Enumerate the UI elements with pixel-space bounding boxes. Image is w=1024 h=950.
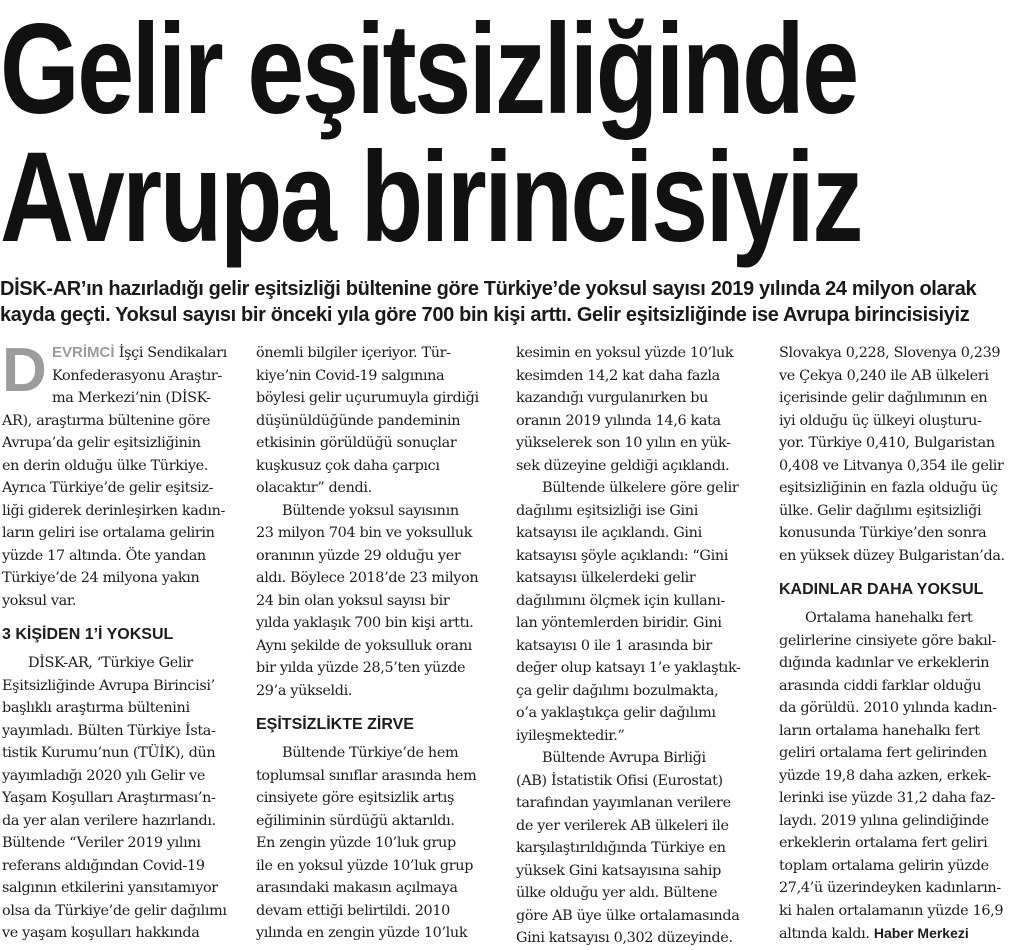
text-line: ülke. Gelir dağılımı eşitsizliği xyxy=(779,502,982,519)
text-line: da yer alan verilere hazırlandı. xyxy=(2,812,216,829)
text-line: yüzde 19,8 daha azken, erkek- xyxy=(779,767,991,784)
text-line: düşünüldüğünde pandeminin xyxy=(256,412,461,429)
text-line: dağılımı eşitsizliği ise Gini xyxy=(516,502,698,519)
text-line: o’a yaklaştıkça gelir dağılımı xyxy=(516,705,716,721)
dropcap-block xyxy=(2,336,48,405)
text-line: Bültende ülkelere göre gelir xyxy=(542,480,739,496)
text-line: ile en yoksul yüzde 10’luk grup xyxy=(256,857,474,874)
text-line: Gini katsayısı 0,302 düzeyinde. xyxy=(516,930,733,946)
text-line: arasındaki makasın açılmaya xyxy=(256,880,458,896)
text-line: yılda yaklaşık 700 bin kişi arttı. xyxy=(256,615,474,631)
text-line: katsayısı ile açıklandı. Gini xyxy=(516,525,702,541)
article-column-3 xyxy=(516,342,760,946)
text-line: yayımladı. Bülten Türkiye İsta- xyxy=(2,722,216,739)
text-line: DİSK-AR, ‘Türkiye Gelir xyxy=(28,655,193,671)
text-line: Ayrıca Türkiye’de gelir eşitsiz- xyxy=(2,480,214,496)
text-line: AR), araştırma bültenine göre xyxy=(2,412,211,429)
text-line: göre AB üye ülke ortalamasında xyxy=(516,907,740,924)
text-line: aldı. Böylece 2018’de 23 milyon xyxy=(256,570,479,586)
text-line: eşitsizliğinin en fazla olduğu üç xyxy=(779,480,998,496)
text-line: katsayısı 0 ile 1 arasında bir xyxy=(516,637,712,654)
text-line: cinsiyete göre eşitsizlik artış xyxy=(256,790,455,806)
text-line: yılında en zengin yüzde 10’luk xyxy=(256,925,468,941)
text-line: ülke olduğu yer aldı. Bültene xyxy=(516,885,718,901)
text-line: başlıklı araştırma bültenini xyxy=(2,700,190,716)
text-line: kiye’nin Covid-19 salgınına xyxy=(256,367,445,384)
text-line: arasında ciddi farklar olduğu xyxy=(779,677,982,694)
text-line: ve yaşam koşulları hakkında xyxy=(2,925,200,941)
article-column-2 xyxy=(256,342,500,941)
text-line: salgının etkilerini yansıtamıyor xyxy=(2,880,218,896)
text-line: yüzde 17 altında. Öte yandan xyxy=(2,547,206,564)
text-line: devam ettiği belirtildi. 2010 xyxy=(256,902,450,919)
text-line: 23 milyon 704 bin ve yoksulluk xyxy=(256,525,473,541)
lead-paragraph xyxy=(0,276,1024,328)
text-line: karşılaştırıldığında Türkiye en xyxy=(516,840,726,856)
text-line: toplam ortalama gelirin yüzde xyxy=(779,857,989,874)
text-line: tarafından yayımlanan verilere xyxy=(516,795,731,811)
text-line: kazandığı vurgulanırken bu xyxy=(516,390,709,406)
text-line: ki halen ortalamanın yüzde 16,9 xyxy=(779,902,1004,919)
text-line: katsayısı ülkelerdeki gelir xyxy=(516,570,696,586)
text-line: en derin olduğu ülke Türkiye. xyxy=(2,457,209,474)
text-line: değer olup katsayı 1’e yaklaştık- xyxy=(516,660,741,676)
text-line: olacaktır” dendi. xyxy=(256,480,372,496)
text-line: yoksul var. xyxy=(2,592,77,609)
subheading: EŞİTSİZLİKTE ZİRVE xyxy=(256,716,414,733)
text-line: ça gelir dağılımı bozulmakta, xyxy=(516,682,719,699)
text-line: Yaşam Koşulları Araştırması’n- xyxy=(2,790,216,806)
text-line: olsa da Türkiye’de gelir dağılımı xyxy=(2,902,227,919)
text-line: sek düzeyine geldiği açıklandı. xyxy=(516,457,730,474)
text-line: ma Merkezi’nin (DİSK- xyxy=(52,390,211,406)
text-line: lerinki ise yüzde 31,2 daha faz- xyxy=(779,790,996,806)
text-line: toplumsal sınıflar arasında hem xyxy=(256,767,477,784)
text-line: Ortalama hanehalkı fert xyxy=(805,610,973,626)
lead-line-1: DİSK-AR’ın hazırladığı gelir eşitsizliği bültenine göre Türkiye’de yoksul sayısı 2019 yılında 24 milyon olarak xyxy=(0,278,977,300)
article-column-1 xyxy=(2,336,246,941)
text-line: oranın 2019 yılında 14,6 kata xyxy=(516,412,721,429)
text-line: En zengin yüzde 10’luk grup xyxy=(256,835,456,851)
text-line: iyileşmektedir.” xyxy=(516,727,625,744)
text-line: liği giderek derinleşirken kadın- xyxy=(2,502,226,519)
text-line: Bültende Türkiye’de hem xyxy=(282,745,459,761)
text-line: gelirlerine cinsiyete göre bakıl- xyxy=(779,632,997,649)
text-line: iyi olduğu üç ülkeyi oluşturu- xyxy=(779,412,982,429)
headline-line-2: Avrupa birincisiyiz xyxy=(0,126,862,269)
text-line: oranının yüzde 29 olduğu yer xyxy=(256,547,461,564)
text-line: Slovakya 0,228, Slovenya 0,239 xyxy=(779,345,1001,361)
subheading: KADINLAR DAHA YOKSUL xyxy=(779,581,984,598)
lead-line-2: kayda geçti. Yoksul sayısı bir önceki yıla göre 700 bin kişi arttı. Gelir eşitsizliğinde ise Avrupa birincisisiyiz xyxy=(0,304,970,326)
text-line: en yüksek düzey Bulgaristan’da. xyxy=(779,547,1005,564)
text-line: 0,408 ve Litvanya 0,354 ile gelir xyxy=(779,457,1004,474)
text-line: etkisinin görüldüğü sonuçlar xyxy=(256,435,457,451)
text-line: katsayısı şöyle açıklandı: “Gini xyxy=(516,547,728,564)
text-line: dığında kadınlar ve erkeklerin xyxy=(779,655,990,671)
text-line: referans aldığından Covid-19 xyxy=(2,857,205,874)
text-line: 29’a yükseldi. xyxy=(256,682,353,699)
article-column-4 xyxy=(779,342,1023,942)
text-line: geliri ortalama fert gelirinden xyxy=(779,745,987,761)
text-line: Avrupa’da gelir eşitsizliğinin xyxy=(2,435,201,451)
dropcap: D xyxy=(2,336,47,405)
text-line: içerisinde gelir dağılımının en xyxy=(779,390,988,406)
text-line: Aynı şekilde de yoksulluk oranı xyxy=(256,637,472,654)
text-line: laydı. 2019 yılına gelindiğinde xyxy=(779,812,989,829)
text-line: Bültende Avrupa Birliği xyxy=(542,750,706,766)
text-line: da görüldü. 2010 yılında kadın- xyxy=(779,700,997,716)
text-line: Bültende yoksul sayısının xyxy=(282,502,459,519)
text-line: önemli bilgiler içeriyor. Tür- xyxy=(256,345,451,361)
text-line: eğiliminin sürdüğü aktarıldı. xyxy=(256,812,455,829)
text-line: de yer verilerek AB ülkeleri ile xyxy=(516,817,729,834)
text-line: Konfederasyonu Araştır- xyxy=(52,367,222,384)
text-line: tistik Kurumu’nun (TÜİK), dün xyxy=(2,745,216,761)
text-line: bir yılda yüzde 28,5’ten yüzde xyxy=(256,660,466,676)
text-line: Bültende “Veriler 2019 yılını xyxy=(2,835,201,851)
text-line: (AB) İstatistik Ofisi (Eurostat) xyxy=(516,772,723,789)
text-line: yor. Türkiye 0,410, Bulgaristan xyxy=(779,435,995,451)
byline: Haber Merkezi xyxy=(873,925,969,941)
text-line: yükselerek son 10 yılın en yük- xyxy=(516,435,731,451)
text-line: Eşitsizliğinde Avrupa Birincisi’ xyxy=(2,677,215,694)
text-line: 27,4’ü üzerindeyken kadınların- xyxy=(779,880,1001,896)
text-line: 24 bin olan yoksul sayısı bir xyxy=(256,592,450,609)
text-line: ların ortalama hanehalkı fert xyxy=(779,722,980,739)
text-line: kesimin en yoksul yüzde 10’luk xyxy=(516,345,734,361)
text-line: altında kaldı. Haber Merkezi xyxy=(779,925,969,942)
text-line: yayımladığı 2020 yılı Gelir ve xyxy=(2,767,205,784)
text-line: ve Çekya 0,240 ile AB ülkeleri xyxy=(779,367,989,384)
text-line: Türkiye’de 24 milyona yakın xyxy=(2,570,200,586)
text-line: konusunda Türkiye’den sonra xyxy=(779,525,987,541)
headline-line-1: Gelir eşitsizliğinde xyxy=(0,0,857,141)
text-line: yüksek Gini katsayısına sahip xyxy=(516,862,721,879)
text-line: EVRİMCİ İşçi Sendikaları xyxy=(52,344,227,361)
kicker: EVRİMCİ xyxy=(52,344,115,361)
text-line: kuşkusuz çok daha çarpıcı xyxy=(256,457,440,474)
text-line: dağılımını ölçmek için kullanı- xyxy=(516,592,726,609)
subheading: 3 KİŞİDEN 1’İ YOKSUL xyxy=(2,626,174,643)
article-body xyxy=(0,336,1024,946)
text-line: kesimden 14,2 kat daha fazla xyxy=(516,367,720,384)
text-line: böylesi gelir uçurumuyla girdiği xyxy=(256,390,479,406)
text-line: ların geliri ise ortalama gelirin xyxy=(2,525,215,541)
text-line: erkeklerin ortalama fert geliri xyxy=(779,835,988,851)
text-line: lan yöntemlerden biridir. Gini xyxy=(516,615,722,631)
